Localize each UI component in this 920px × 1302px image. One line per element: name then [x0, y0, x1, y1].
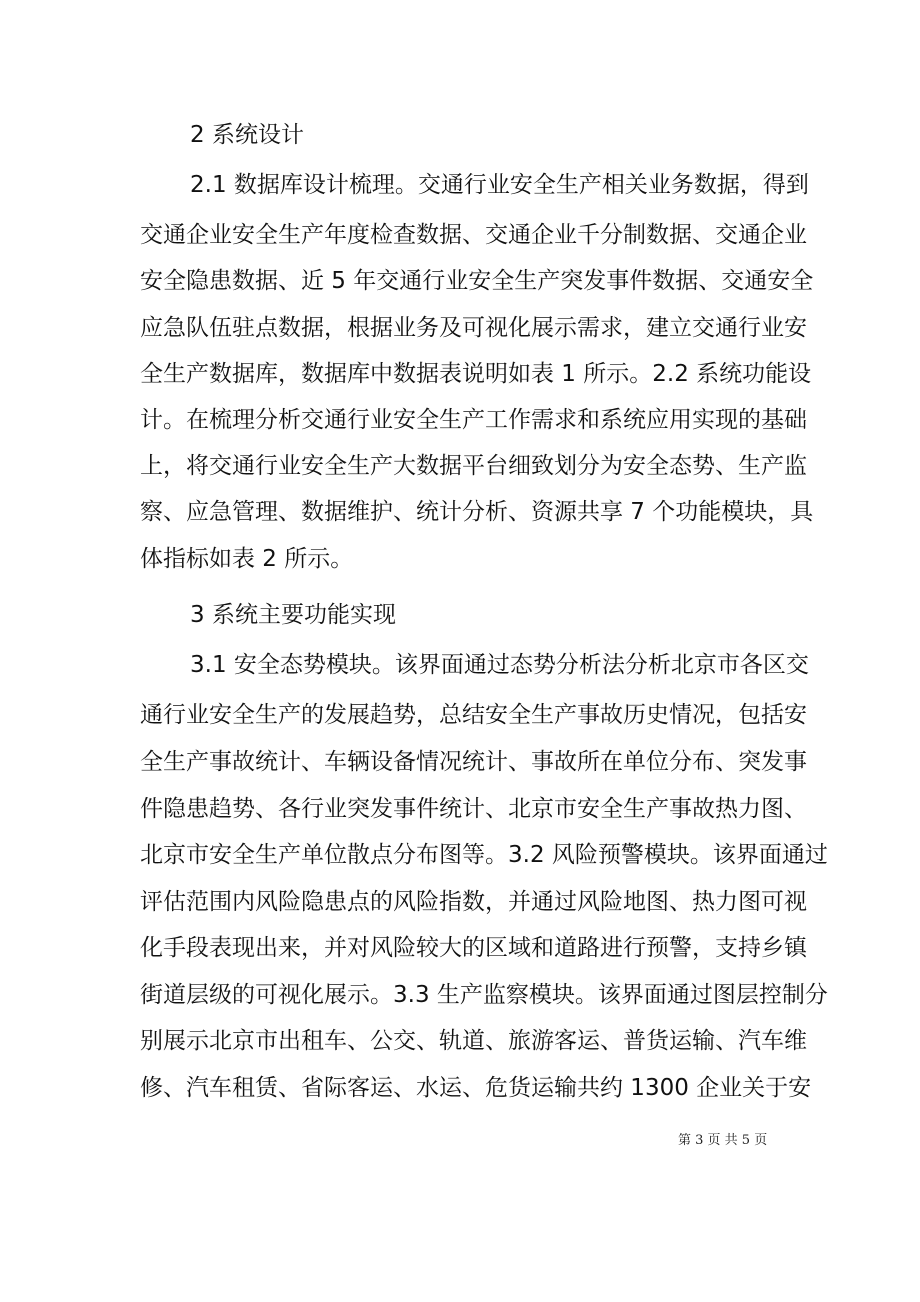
- paragraph-line: 上，将交通行业安全生产大数据平台细致划分为安全态势、生产监: [140, 453, 807, 479]
- paragraph-line: 北京市安全生产单位散点分布图等。3.2 风险预警模块。该界面通过: [140, 842, 828, 868]
- paragraph-line: 计。在梳理分析交通行业安全生产工作需求和系统应用实现的基础: [140, 407, 807, 433]
- paragraph-line: 察、应急管理、数据维护、统计分析、资源共享 7 个功能模块，具: [140, 499, 814, 525]
- section-heading: 3 系统主要功能实现: [190, 602, 396, 628]
- paragraph-line: 全生产数据库，数据库中数据表说明如表 1 所示。2.2 系统功能设: [140, 361, 812, 387]
- paragraph-line: 安全隐患数据、近 5 年交通行业安全生产突发事件数据、交通安全: [140, 268, 814, 294]
- paragraph-line: 2.1 数据库设计梳理。交通行业安全生产相关业务数据，得到: [190, 172, 809, 198]
- paragraph-line: 应急队伍驻点数据，根据业务及可视化展示需求，建立交通行业安: [140, 315, 807, 341]
- paragraph-line: 交通企业安全生产年度检查数据、交通企业千分制数据、交通企业: [140, 222, 807, 248]
- paragraph-line: 化手段表现出来，并对风险较大的区域和道路进行预警，支持乡镇: [140, 935, 807, 961]
- paragraph-line: 体指标如表 2 所示。: [140, 546, 354, 572]
- paragraph-line: 评估范围内风险隐患点的风险指数，并通过风险地图、热力图可视: [140, 889, 807, 915]
- section-heading: 2 系统设计: [190, 122, 304, 148]
- paragraph-line: 通行业安全生产的发展趋势，总结安全生产事故历史情况，包括安: [140, 702, 807, 728]
- paragraph-line: 全生产事故统计、车辆设备情况统计、事故所在单位分布、突发事: [140, 749, 807, 775]
- paragraph-line: 3.1 安全态势模块。该界面通过态势分析法分析北京市各区交: [190, 652, 809, 678]
- paragraph-line: 件隐患趋势、各行业突发事件统计、北京市安全生产事故热力图、: [140, 796, 807, 822]
- paragraph-line: 别展示北京市出租车、公交、轨道、旅游客运、普货运输、汽车维: [140, 1028, 807, 1054]
- page-footer: 第 3 页 共 5 页: [678, 1133, 768, 1148]
- paragraph-line: 修、汽车租赁、省际客运、水运、危货运输共约 1300 企业关于安: [140, 1075, 812, 1101]
- paragraph-line: 街道层级的可视化展示。3.3 生产监察模块。该界面通过图层控制分: [140, 982, 828, 1008]
